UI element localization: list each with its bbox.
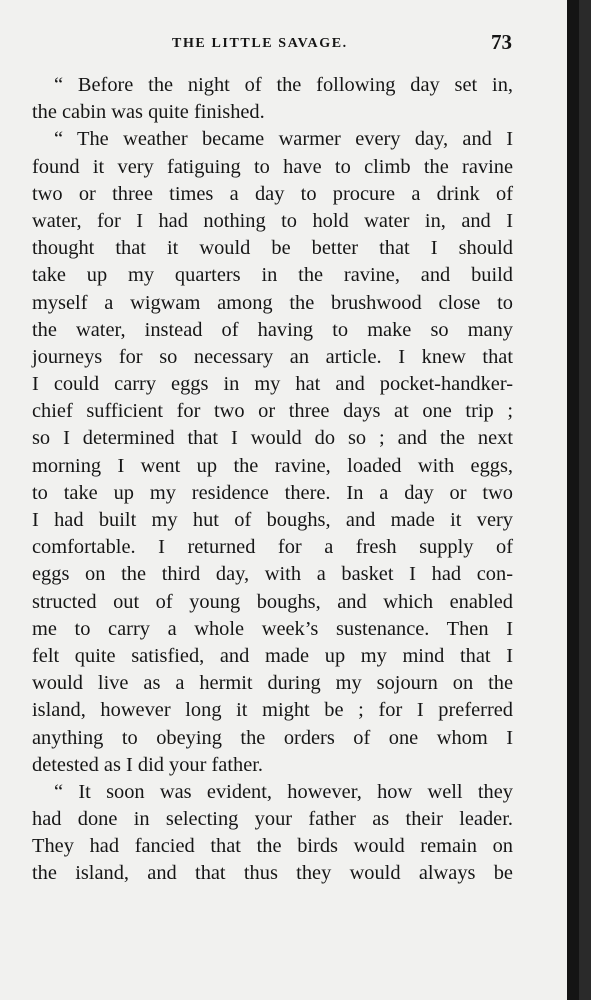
text-line: would live as a hermit during my sojourn on the — [32, 672, 513, 695]
text-line: comfortable. I returned for a fresh supply of — [32, 536, 513, 559]
text-line: “ The weather became warmer every day, and I — [54, 128, 513, 151]
text-line: felt quite satisfied, and made up my mind that I — [32, 644, 513, 667]
text-line: water, for I had nothing to hold water in, and I — [32, 209, 513, 232]
page-number: 73 — [491, 30, 512, 54]
text-line: to take up my residence there. In a day or two — [32, 481, 513, 504]
text-line: had done in selecting your father as their leader. — [32, 808, 513, 831]
text-line: I had built my hut of boughs, and made it very — [32, 509, 513, 531]
text-line: I could carry eggs in my hat and pocket-handker- — [32, 373, 513, 396]
text-line: the cabin was quite finished. — [32, 101, 265, 124]
text-line: chief sufficient for two or three days at one trip ; — [32, 400, 513, 423]
text-line: island, however long it might be ; for I preferred — [32, 699, 513, 722]
text-line: “ Before the night of the following day set in, — [54, 74, 513, 96]
text-line: anything to obeying the orders of one whom I — [32, 726, 513, 749]
text-line: eggs on the third day, with a basket I had con- — [32, 563, 513, 586]
text-line: morning I went up the ravine, loaded with eggs, — [32, 454, 513, 477]
text-line: thought that it would be better that I should — [32, 237, 513, 260]
text-line: the water, instead of having to make so many — [32, 318, 513, 341]
text-line: found it very fatiguing to have to climb the ravine — [32, 155, 513, 178]
text-line: They had fancied that the birds would remain on — [32, 835, 513, 858]
page-header — [32, 30, 512, 60]
page-edge-shadow — [567, 0, 579, 1000]
running-title: THE LITTLE SAVAGE. — [172, 36, 348, 51]
text-line: me to carry a whole week’s sustenance. Then I — [32, 617, 513, 640]
text-line: so I determined that I would do so ; and the next — [32, 427, 513, 450]
text-line: two or three times a day to procure a drink of — [32, 182, 513, 205]
text-line: journeys for so necessary an article. I knew that — [32, 345, 513, 368]
text-line: the island, and that thus they would always be — [32, 862, 513, 885]
text-line: myself a wigwam among the brushwood close to — [32, 291, 513, 314]
text-line: take up my quarters in the ravine, and build — [32, 264, 513, 287]
text-line: structed out of young boughs, and which enabled — [32, 590, 513, 613]
text-line: detested as I did your father. — [32, 753, 264, 776]
body-text — [32, 72, 513, 888]
text-line: “ It soon was evident, however, how well they — [54, 780, 513, 803]
